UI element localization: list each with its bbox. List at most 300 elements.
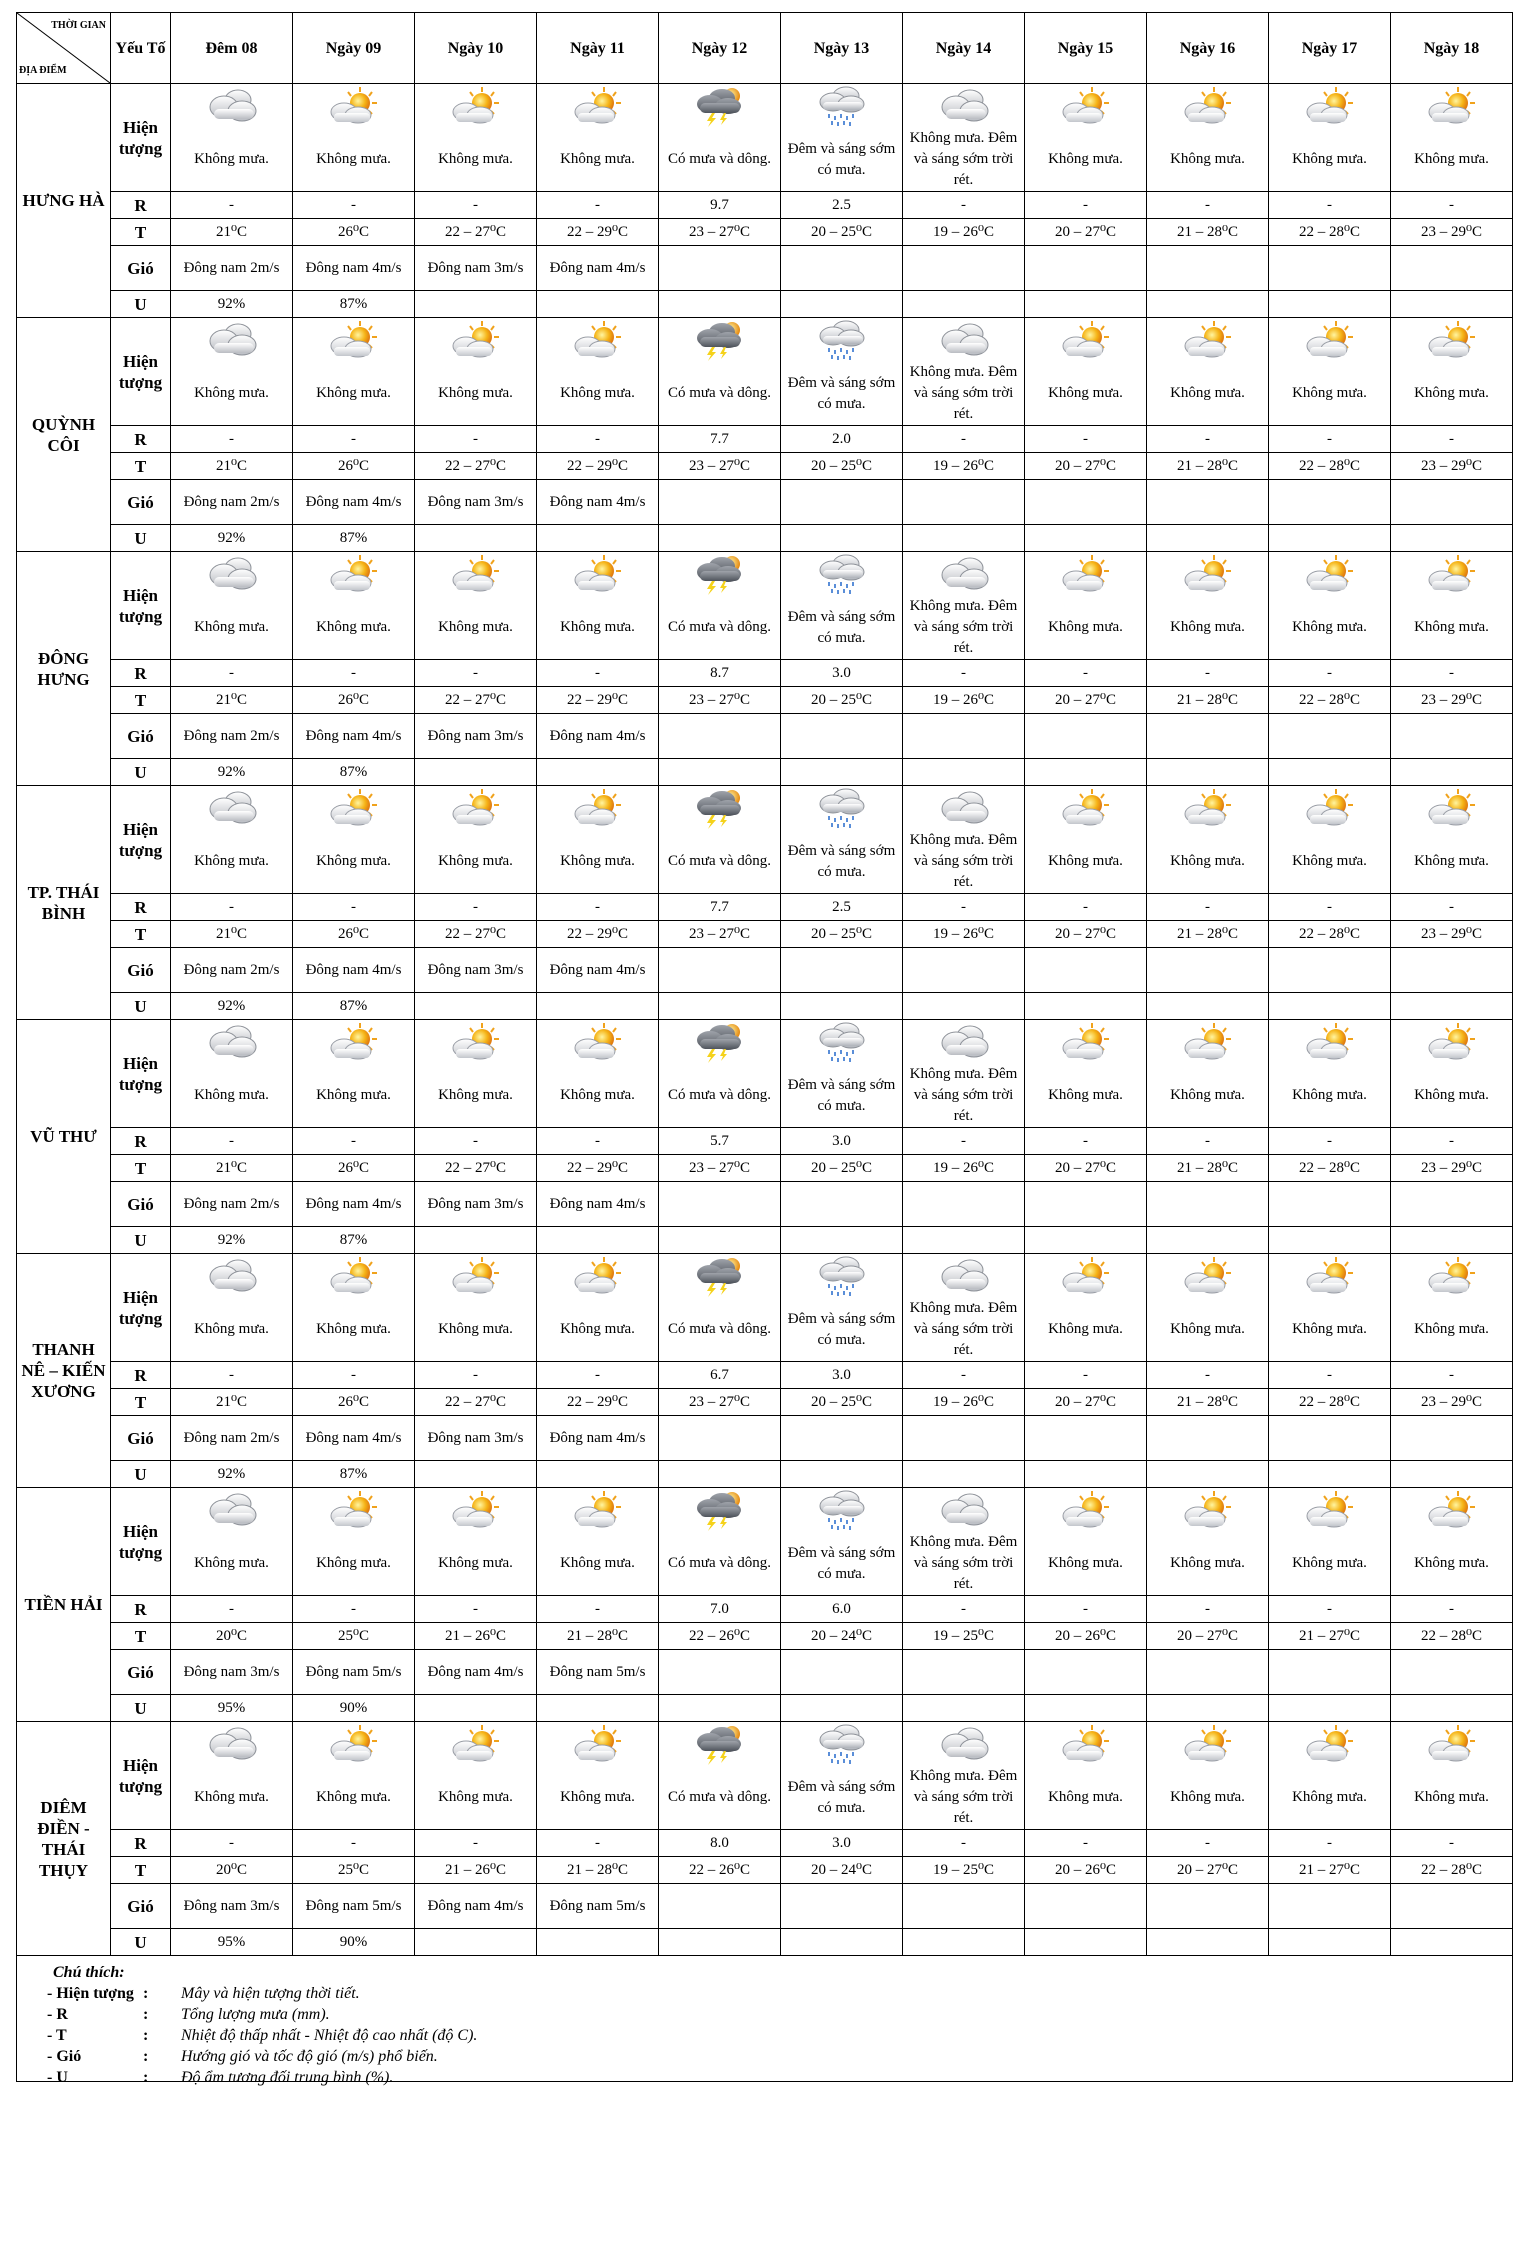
- temperature-value: 21⁰C: [171, 219, 293, 246]
- humidity-row: [17, 525, 1513, 552]
- rain-value: 2.5: [781, 894, 903, 921]
- temperature-row: [17, 1623, 1513, 1650]
- weather-description: Không mưa. Đêm và sáng sớm trời rét.: [903, 1532, 1025, 1596]
- humidity-value: [781, 1695, 903, 1722]
- weather-description: Không mưa.: [1147, 128, 1269, 192]
- temperature-value: 20 – 24⁰C: [781, 1623, 903, 1650]
- humidity-value: [1147, 1227, 1269, 1254]
- rain-value: -: [293, 192, 415, 219]
- legend-colon: :: [143, 2048, 149, 2065]
- wind-value: [1269, 1182, 1391, 1227]
- weather-description: Không mưa.: [171, 128, 293, 192]
- rain-value: 9.7: [659, 192, 781, 219]
- rain-value: -: [1269, 1362, 1391, 1389]
- weather-description: Có mưa và dông.: [659, 128, 781, 192]
- rain-value: -: [537, 894, 659, 921]
- temperature-value: 23 – 29⁰C: [1391, 219, 1513, 246]
- humidity-value: [903, 759, 1025, 786]
- factor-label-r: R: [111, 894, 171, 921]
- humidity-value: [1147, 993, 1269, 1020]
- wind-value: [903, 480, 1025, 525]
- description-row: [17, 1298, 1513, 1362]
- wind-value: Đông nam 2m/s: [171, 948, 293, 993]
- weather-icon-cell: [537, 1254, 659, 1299]
- temperature-value: 21 – 26⁰C: [415, 1623, 537, 1650]
- rain-row: [17, 192, 1513, 219]
- weather-icon-cell: [1391, 1488, 1513, 1533]
- sun-cloud-icon: [1393, 85, 1510, 127]
- temperature-value: 21⁰C: [171, 1155, 293, 1182]
- temperature-value: 23 – 29⁰C: [1391, 1155, 1513, 1182]
- weather-icon-cell: [1147, 84, 1269, 129]
- wind-value: [659, 1182, 781, 1227]
- weather-description: Không mưa.: [537, 128, 659, 192]
- weather-description: Không mưa.: [1269, 830, 1391, 894]
- humidity-value: [415, 291, 537, 318]
- weather-icon-cell: [1269, 1020, 1391, 1065]
- weather-description: Đêm và sáng sớm có mưa.: [781, 1532, 903, 1596]
- rain-value: -: [903, 1128, 1025, 1155]
- temperature-value: 22 – 28⁰C: [1269, 453, 1391, 480]
- weather-description: Không mưa. Đêm và sáng sớm trời rét.: [903, 1064, 1025, 1128]
- weather-description: Đêm và sáng sớm có mưa.: [781, 128, 903, 192]
- sun-cloud-icon: [539, 1021, 656, 1063]
- weather-description: Không mưa.: [171, 830, 293, 894]
- rain-value: -: [171, 1596, 293, 1623]
- wind-value: [1025, 714, 1147, 759]
- rain-value: -: [537, 1362, 659, 1389]
- humidity-value: [1025, 1461, 1147, 1488]
- weather-description: Không mưa.: [415, 128, 537, 192]
- weather-icon-cell: [1025, 786, 1147, 831]
- temperature-row: [17, 1857, 1513, 1884]
- sun-cloud-icon: [1393, 1255, 1510, 1297]
- wind-value: [1025, 1650, 1147, 1695]
- weather-description: Không mưa.: [1025, 1532, 1147, 1596]
- weather-description: Không mưa.: [1269, 596, 1391, 660]
- weather-icon-cell: [1025, 1488, 1147, 1533]
- weather-icon-cell: [781, 1722, 903, 1767]
- humidity-row: [17, 291, 1513, 318]
- weather-description: Không mưa.: [1025, 128, 1147, 192]
- temperature-value: 22 – 29⁰C: [537, 687, 659, 714]
- rain-value: -: [1147, 426, 1269, 453]
- humidity-value: [1391, 1929, 1513, 1956]
- humidity-value: [1025, 291, 1147, 318]
- humidity-row: [17, 1695, 1513, 1722]
- weather-icon-cell: [1269, 1488, 1391, 1533]
- temperature-value: 21 – 28⁰C: [1147, 921, 1269, 948]
- weather-description: Có mưa và dông.: [659, 1766, 781, 1830]
- weather-description: Không mưa.: [1269, 362, 1391, 426]
- rain-row: [17, 660, 1513, 687]
- wind-value: [903, 246, 1025, 291]
- rain-value: -: [1025, 894, 1147, 921]
- rain-value: -: [1391, 1596, 1513, 1623]
- weather-description: Không mưa.: [537, 1064, 659, 1128]
- rain-value: 3.0: [781, 1362, 903, 1389]
- rain-value: -: [1269, 192, 1391, 219]
- temperature-value: 22 – 29⁰C: [537, 1389, 659, 1416]
- temperature-value: 23 – 29⁰C: [1391, 1389, 1513, 1416]
- rain-value: -: [1147, 1362, 1269, 1389]
- factor-label-u: U: [111, 1695, 171, 1722]
- icon-row: [17, 318, 1513, 363]
- humidity-value: [659, 525, 781, 552]
- wind-row: [17, 1416, 1513, 1461]
- factor-label-hien-tuong: Hiện tượng: [111, 552, 171, 660]
- weather-icon-cell: [293, 1488, 415, 1533]
- temperature-value: 20⁰C: [171, 1857, 293, 1884]
- weather-description: Không mưa.: [1025, 362, 1147, 426]
- temperature-value: 21 – 26⁰C: [415, 1857, 537, 1884]
- weather-icon-cell: [293, 552, 415, 597]
- header-row: [17, 13, 1513, 84]
- humidity-value: [415, 1461, 537, 1488]
- legend: [16, 1956, 1513, 2086]
- weather-description: Không mưa.: [293, 1298, 415, 1362]
- rain-value: 8.0: [659, 1830, 781, 1857]
- wind-value: Đông nam 3m/s: [415, 714, 537, 759]
- rain-value: -: [293, 1596, 415, 1623]
- weather-icon-cell: [415, 1722, 537, 1767]
- humidity-value: [903, 1227, 1025, 1254]
- weather-description: Không mưa.: [1147, 362, 1269, 426]
- weather-description: Không mưa.: [171, 362, 293, 426]
- factor-label-u: U: [111, 759, 171, 786]
- rain-icon: [783, 787, 900, 829]
- wind-value: Đông nam 3m/s: [415, 246, 537, 291]
- humidity-value: [659, 1695, 781, 1722]
- sun-cloud-icon: [1271, 1489, 1388, 1531]
- sun-cloud-icon: [1027, 1021, 1144, 1063]
- temperature-value: 26⁰C: [293, 1155, 415, 1182]
- weather-description: Có mưa và dông.: [659, 596, 781, 660]
- weather-description: Không mưa.: [1391, 1766, 1513, 1830]
- rain-value: -: [415, 1596, 537, 1623]
- wind-value: [659, 1416, 781, 1461]
- sun-cloud-icon: [417, 1021, 534, 1063]
- sun-cloud-icon: [417, 553, 534, 595]
- weather-description: Không mưa.: [415, 1766, 537, 1830]
- sun-cloud-icon: [1027, 553, 1144, 595]
- location-name: THANH NÊ – KIẾN XƯƠNG: [17, 1254, 111, 1488]
- sun-cloud-icon: [1149, 319, 1266, 361]
- humidity-value: [1025, 525, 1147, 552]
- weather-description: Không mưa.: [293, 128, 415, 192]
- weather-icon-cell: [903, 786, 1025, 831]
- temperature-value: 22 – 29⁰C: [537, 219, 659, 246]
- sun-cloud-icon: [417, 1489, 534, 1531]
- wind-value: [1391, 1416, 1513, 1461]
- wind-value: [1391, 246, 1513, 291]
- weather-icon-cell: [781, 1488, 903, 1533]
- wind-value: [1147, 1884, 1269, 1929]
- sun-cloud-icon: [539, 787, 656, 829]
- weather-description: Không mưa.: [1025, 1064, 1147, 1128]
- rain-row: [17, 894, 1513, 921]
- rain-value: -: [903, 426, 1025, 453]
- factor-label-hien-tuong: Hiện tượng: [111, 1254, 171, 1362]
- humidity-row: [17, 759, 1513, 786]
- weather-icon-cell: [659, 318, 781, 363]
- temperature-value: 20 – 27⁰C: [1025, 687, 1147, 714]
- factor-label-gio: Gió: [111, 1416, 171, 1461]
- weather-icon-cell: [781, 552, 903, 597]
- sun-cloud-icon: [295, 85, 412, 127]
- rain-value: 5.7: [659, 1128, 781, 1155]
- weather-icon-cell: [903, 318, 1025, 363]
- weather-icon-cell: [1025, 1020, 1147, 1065]
- humidity-value: 92%: [171, 1461, 293, 1488]
- weather-icon-cell: [171, 1488, 293, 1533]
- humidity-value: [1269, 993, 1391, 1020]
- humidity-value: [1269, 1461, 1391, 1488]
- rain-value: 7.7: [659, 894, 781, 921]
- weather-icon-cell: [781, 84, 903, 129]
- legend-item: [47, 2046, 1512, 2067]
- rain-value: -: [171, 192, 293, 219]
- wind-value: Đông nam 5m/s: [537, 1650, 659, 1695]
- cloudy-icon: [173, 1021, 290, 1063]
- temperature-value: 22 – 27⁰C: [415, 1389, 537, 1416]
- weather-icon-cell: [1269, 786, 1391, 831]
- wind-value: [1391, 1182, 1513, 1227]
- humidity-value: [1391, 1695, 1513, 1722]
- temperature-value: 22 – 28⁰C: [1269, 1389, 1391, 1416]
- rain-value: -: [537, 1128, 659, 1155]
- wind-value: Đông nam 2m/s: [171, 480, 293, 525]
- day-header: Ngày 12: [659, 13, 781, 84]
- humidity-value: [537, 759, 659, 786]
- factor-label-hien-tuong: Hiện tượng: [111, 1722, 171, 1830]
- weather-icon-cell: [903, 1020, 1025, 1065]
- weather-icon-cell: [1147, 1488, 1269, 1533]
- wind-value: Đông nam 4m/s: [293, 1182, 415, 1227]
- wind-value: Đông nam 4m/s: [415, 1884, 537, 1929]
- weather-icon-cell: [1147, 318, 1269, 363]
- weather-icon-cell: [171, 786, 293, 831]
- weather-description: Không mưa.: [171, 1064, 293, 1128]
- icon-row: [17, 786, 1513, 831]
- humidity-value: [903, 993, 1025, 1020]
- sun-cloud-icon: [417, 319, 534, 361]
- temperature-value: 21 – 28⁰C: [1147, 687, 1269, 714]
- factor-label-t: T: [111, 453, 171, 480]
- wind-value: Đông nam 2m/s: [171, 1182, 293, 1227]
- factor-label-gio: Gió: [111, 1182, 171, 1227]
- rain-icon: [783, 319, 900, 361]
- humidity-value: 92%: [171, 759, 293, 786]
- humidity-value: [537, 525, 659, 552]
- rain-icon: [783, 1021, 900, 1063]
- weather-description: Đêm và sáng sớm có mưa.: [781, 1064, 903, 1128]
- humidity-value: [781, 759, 903, 786]
- rain-icon: [783, 553, 900, 595]
- wind-value: Đông nam 3m/s: [415, 480, 537, 525]
- weather-description: Đêm và sáng sớm có mưa.: [781, 1298, 903, 1362]
- wind-value: [1147, 1650, 1269, 1695]
- weather-description: Không mưa.: [293, 362, 415, 426]
- humidity-value: [1025, 1227, 1147, 1254]
- wind-value: Đông nam 4m/s: [293, 1416, 415, 1461]
- temperature-value: 22 – 27⁰C: [415, 453, 537, 480]
- location-name: TP. THÁI BÌNH: [17, 786, 111, 1020]
- rain-value: -: [903, 1830, 1025, 1857]
- temperature-row: [17, 453, 1513, 480]
- humidity-value: [781, 1227, 903, 1254]
- humidity-value: [537, 1461, 659, 1488]
- wind-value: [1269, 246, 1391, 291]
- rain-icon: [783, 1255, 900, 1297]
- weather-description: Không mưa.: [1025, 596, 1147, 660]
- humidity-value: [537, 291, 659, 318]
- humidity-value: [1147, 759, 1269, 786]
- description-row: [17, 1064, 1513, 1128]
- rain-value: -: [537, 1830, 659, 1857]
- sun-cloud-icon: [1393, 553, 1510, 595]
- factor-label-t: T: [111, 1155, 171, 1182]
- cloudy-icon: [905, 787, 1022, 829]
- factor-label-r: R: [111, 1128, 171, 1155]
- weather-description: Đêm và sáng sớm có mưa.: [781, 596, 903, 660]
- humidity-value: 90%: [293, 1695, 415, 1722]
- sun-cloud-icon: [295, 319, 412, 361]
- wind-value: [903, 1884, 1025, 1929]
- weather-description: Không mưa. Đêm và sáng sớm trời rét.: [903, 830, 1025, 894]
- sun-cloud-icon: [295, 1723, 412, 1765]
- weather-icon-cell: [1269, 318, 1391, 363]
- sun-cloud-icon: [539, 319, 656, 361]
- weather-icon-cell: [659, 552, 781, 597]
- humidity-value: [1025, 1695, 1147, 1722]
- thunderstorm-icon: [661, 85, 778, 127]
- temperature-value: 23 – 27⁰C: [659, 687, 781, 714]
- wind-value: Đông nam 3m/s: [415, 1182, 537, 1227]
- rain-value: -: [1269, 1830, 1391, 1857]
- weather-description: Có mưa và dông.: [659, 1532, 781, 1596]
- cloudy-icon: [173, 1489, 290, 1531]
- wind-value: [1391, 714, 1513, 759]
- rain-icon: [783, 1723, 900, 1765]
- sun-cloud-icon: [1393, 787, 1510, 829]
- wind-value: Đông nam 2m/s: [171, 714, 293, 759]
- temperature-value: 20 – 26⁰C: [1025, 1623, 1147, 1650]
- weather-icon-cell: [903, 1488, 1025, 1533]
- humidity-row: [17, 993, 1513, 1020]
- icon-row: [17, 1254, 1513, 1299]
- day-header: Ngày 15: [1025, 13, 1147, 84]
- factor-label-gio: Gió: [111, 480, 171, 525]
- rain-value: -: [415, 1128, 537, 1155]
- weather-description: Không mưa. Đêm và sáng sớm trời rét.: [903, 1766, 1025, 1830]
- wind-value: Đông nam 3m/s: [415, 1416, 537, 1461]
- legend-item: [47, 1983, 1512, 2004]
- temperature-value: 21 – 28⁰C: [1147, 1389, 1269, 1416]
- rain-value: -: [293, 1362, 415, 1389]
- weather-description: Không mưa.: [171, 1298, 293, 1362]
- rain-value: -: [171, 426, 293, 453]
- wind-value: Đông nam 2m/s: [171, 246, 293, 291]
- humidity-value: [1147, 1929, 1269, 1956]
- wind-value: Đông nam 4m/s: [293, 480, 415, 525]
- factor-label-r: R: [111, 192, 171, 219]
- weather-description: Không mưa.: [1269, 1532, 1391, 1596]
- wind-value: [1147, 246, 1269, 291]
- wind-value: Đông nam 4m/s: [537, 246, 659, 291]
- weather-description: Không mưa.: [171, 1766, 293, 1830]
- temperature-value: 22 – 29⁰C: [537, 453, 659, 480]
- wind-value: [1147, 1182, 1269, 1227]
- cloudy-icon: [905, 1489, 1022, 1531]
- legend-key: - R: [47, 2006, 68, 2023]
- wind-value: [1147, 480, 1269, 525]
- temperature-value: 21⁰C: [171, 921, 293, 948]
- humidity-value: [1269, 759, 1391, 786]
- temperature-value: 21 – 27⁰C: [1269, 1623, 1391, 1650]
- wind-value: [781, 1884, 903, 1929]
- wind-value: Đông nam 5m/s: [293, 1884, 415, 1929]
- humidity-value: 92%: [171, 1227, 293, 1254]
- humidity-value: [415, 1929, 537, 1956]
- location-name: QUỲNH CÔI: [17, 318, 111, 552]
- rain-value: -: [1025, 192, 1147, 219]
- weather-description: Có mưa và dông.: [659, 1298, 781, 1362]
- weather-icon-cell: [537, 552, 659, 597]
- location-name: VŨ THƯ: [17, 1020, 111, 1254]
- factor-label-r: R: [111, 1830, 171, 1857]
- temperature-value: 23 – 29⁰C: [1391, 687, 1513, 714]
- temperature-value: 23 – 27⁰C: [659, 219, 781, 246]
- thunderstorm-icon: [661, 1723, 778, 1765]
- humidity-value: [1391, 993, 1513, 1020]
- wind-value: [781, 1650, 903, 1695]
- rain-row: [17, 426, 1513, 453]
- temperature-value: 22 – 29⁰C: [537, 1155, 659, 1182]
- sun-cloud-icon: [417, 1723, 534, 1765]
- wind-value: [1025, 246, 1147, 291]
- factor-label-t: T: [111, 687, 171, 714]
- factor-label-gio: Gió: [111, 1884, 171, 1929]
- wind-value: [1269, 948, 1391, 993]
- cloudy-icon: [905, 85, 1022, 127]
- weather-icon-cell: [293, 786, 415, 831]
- humidity-value: [1269, 1227, 1391, 1254]
- rain-value: -: [293, 894, 415, 921]
- humidity-value: [1147, 1461, 1269, 1488]
- weather-icon-cell: [293, 1020, 415, 1065]
- sun-cloud-icon: [1271, 1255, 1388, 1297]
- weather-description: Không mưa.: [1025, 1298, 1147, 1362]
- wind-value: [1391, 480, 1513, 525]
- weather-icon-cell: [1391, 84, 1513, 129]
- rain-value: -: [171, 894, 293, 921]
- rain-value: -: [903, 894, 1025, 921]
- humidity-value: [1147, 525, 1269, 552]
- temperature-value: 26⁰C: [293, 921, 415, 948]
- humidity-value: [903, 291, 1025, 318]
- legend-key: - Hiện tượng: [47, 1985, 134, 2002]
- weather-icon-cell: [1391, 786, 1513, 831]
- cloudy-icon: [173, 1255, 290, 1297]
- humidity-value: [659, 759, 781, 786]
- thunderstorm-icon: [661, 1255, 778, 1297]
- rain-icon: [783, 1489, 900, 1531]
- rain-value: -: [903, 192, 1025, 219]
- legend-colon: :: [143, 2006, 149, 2023]
- rain-value: -: [537, 192, 659, 219]
- rain-value: -: [1269, 426, 1391, 453]
